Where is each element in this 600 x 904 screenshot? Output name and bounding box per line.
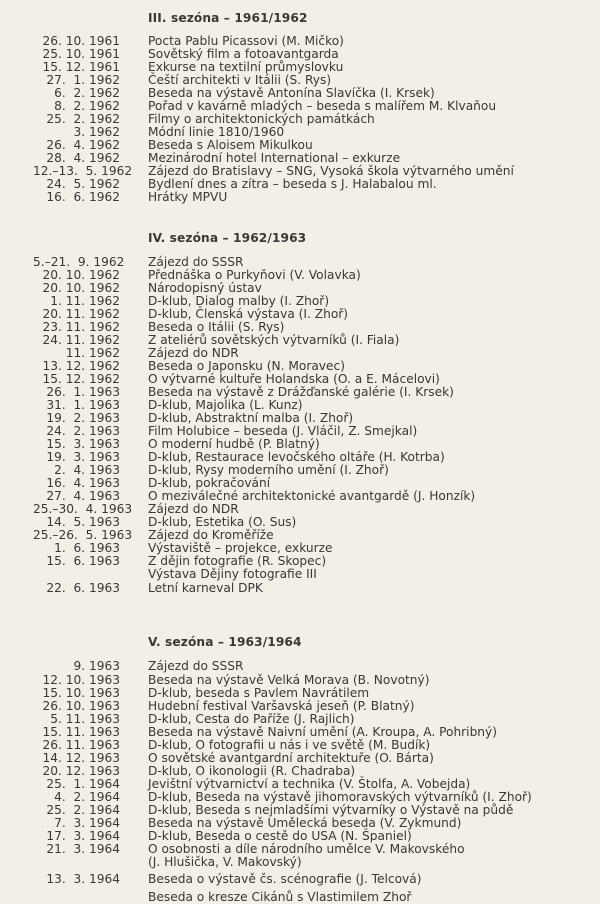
event-title: Zájezd do Bratislavy – SNG, Vysoká škola výtvarného umění: [148, 164, 514, 178]
event-title: Beseda s Aloisem Mikulkou: [148, 138, 313, 152]
event-title: D-klub, Abstraktní malba (I. Zhoř): [148, 411, 354, 425]
event-title: Jevištní výtvarnictví a technika (V. Štolfa, A. Vobejda): [148, 777, 471, 791]
event-title: O moderní hudbě (P. Blatný): [148, 437, 320, 451]
event-date: 15. 12. 1962: [42, 372, 120, 386]
event-title: Pořad v kavárně mladých – beseda s malířem M. Klvaňou: [148, 99, 497, 113]
event-title: Beseda o kresze Cikánů s Vlastimilem Zhoř: [148, 890, 412, 904]
event-date: 24. 5. 1962: [46, 177, 120, 191]
event-title: D-klub, Beseda na výstavě jihomoravských výtvarníků (I. Zhoř): [148, 790, 532, 804]
event-title: Beseda na výstavě Antonína Slavíčka (I. Krsek): [148, 86, 435, 100]
event-date: 9. 1963: [73, 659, 120, 673]
event-date: 14. 12. 1963: [42, 751, 120, 765]
event-date: 25.–26. 5. 1963: [33, 528, 133, 542]
event-title: Hudební festival Varšavská jeseň (P. Blatný): [148, 699, 415, 713]
season-title: IV. sezóna – 1962/1963: [148, 231, 307, 245]
event-date: 22. 6. 1963: [46, 581, 120, 595]
event-date: 25. 10. 1961: [42, 47, 120, 61]
event-date: 6. 2. 1962: [54, 86, 120, 100]
list-item: [0, 582, 600, 595]
event-date: 26. 4. 1962: [46, 138, 120, 152]
event-date: 16. 4. 1963: [46, 476, 120, 490]
event-title: D-klub, Cesta do Paříže (J. Rajlich): [148, 712, 355, 726]
list-item: [0, 660, 600, 673]
event-title: Bydlení dnes a zítra – beseda s J. Halabalou ml.: [148, 177, 437, 191]
event-date: 20. 11. 1962: [42, 307, 120, 321]
event-date: 20. 12. 1963: [42, 764, 120, 778]
event-title: Beseda o Itálii (S. Rys): [148, 320, 285, 334]
event-title: Beseda na výstavě z Drážďanské galérie (I. Krsek): [148, 385, 454, 399]
event-title: Beseda o Japonsku (N. Moravec): [148, 359, 345, 373]
event-date: 15. 6. 1963: [46, 554, 120, 568]
list-item: [0, 856, 600, 869]
event-title: Hrátky MPVU: [148, 190, 228, 204]
event-title: D-klub, pokračování: [148, 476, 271, 490]
event-title: Sovětský film a fotoavantgarda: [148, 47, 339, 61]
event-title: Beseda na výstavě Umělecká beseda (V. Zykmund): [148, 816, 462, 830]
season-title: III. sezóna – 1961/1962: [148, 11, 308, 25]
event-title: D-klub, Dialog malby (I. Zhoř): [148, 294, 330, 308]
event-title: D-klub, Beseda s nejmladšími výtvarníky o Výstavě na půdě: [148, 803, 514, 817]
event-title: Beseda na výstavě Velká Morava (B. Novotný): [148, 673, 430, 687]
event-date: 17. 3. 1964: [46, 829, 120, 843]
event-date: 28. 4. 1962: [46, 151, 120, 165]
event-date: 25.–30. 4. 1963: [33, 502, 133, 516]
event-title: Z ateliérů sovětských výtvarníků (I. Fiala): [148, 333, 400, 347]
event-title: Z dějin fotografie (R. Skopec): [148, 554, 327, 568]
event-date: 13. 12. 1962: [42, 359, 120, 373]
event-title: (J. Hlušička, V. Makovský): [148, 855, 302, 869]
event-title: D-klub, Rysy moderního umění (I. Zhoř): [148, 463, 389, 477]
event-title: D-klub, Estetika (O. Sus): [148, 515, 297, 529]
event-date: 7. 3. 1964: [54, 816, 120, 830]
event-date: 15. 11. 1963: [42, 725, 120, 739]
event-date: 26. 1. 1963: [46, 385, 120, 399]
event-title: Výstava Dějiny fotografie III: [148, 567, 317, 581]
event-title: O meziválečné architektonické avantgardě (J. Honzík): [148, 489, 476, 503]
event-date: 3. 1962: [73, 125, 120, 139]
event-date: 26. 10. 1961: [42, 34, 120, 48]
event-title: Zájezd do SSSR: [148, 255, 244, 269]
event-title: Pocta Pablu Picassovi (M. Mičko): [148, 34, 344, 48]
event-date: 25. 2. 1964: [46, 803, 120, 817]
event-date: 1. 11. 1962: [50, 294, 120, 308]
event-title: Beseda na výstavě Naivní umění (A. Kroupa, A. Pohribný): [148, 725, 497, 739]
event-date: 12. 10. 1963: [42, 673, 120, 687]
event-date: 5. 11. 1963: [50, 712, 120, 726]
event-date: 26. 10. 1963: [42, 699, 120, 713]
event-title: Výstaviště – projekce, exkurze: [148, 541, 333, 555]
event-date: 15. 10. 1963: [42, 686, 120, 700]
event-date: 15. 12. 1961: [42, 60, 120, 74]
event-date: 24. 11. 1962: [42, 333, 120, 347]
event-title: D-klub, O ikonologii (R. Chadraba): [148, 764, 356, 778]
event-date: 2. 4. 1963: [54, 463, 120, 477]
event-date: 14. 5. 1963: [46, 515, 120, 529]
event-title: D-klub, Beseda o cestě do USA (N. Španiel): [148, 829, 412, 843]
event-date: 4. 2. 1964: [54, 790, 120, 804]
event-title: Film Holubice – beseda (J. Vláčil, Z. Smejkal): [148, 424, 418, 438]
event-title: Letní karneval DPK: [148, 581, 263, 595]
event-date: 21. 3. 1964: [46, 842, 120, 856]
event-title: D-klub, Restaurace levočského oltáře (H. Kotrba): [148, 450, 445, 464]
event-date: 19. 2. 1963: [46, 411, 120, 425]
list-item: [0, 873, 600, 886]
event-title: Módní linie 1810/1960: [148, 125, 285, 139]
event-title: Zájezd do SSSR: [148, 659, 244, 673]
event-title: Filmy o architektonických památkách: [148, 112, 375, 126]
event-title: Zájezd do NDR: [148, 346, 239, 360]
event-date: 27. 1. 1962: [46, 73, 120, 87]
event-title: O výtvarné kultuře Holandska (O. a E. Mácelovi): [148, 372, 440, 386]
event-title: O sovětské avantgardní architektuře (O. Bárta): [148, 751, 434, 765]
event-title: Čeští architekti v Itálii (S. Rys): [148, 73, 332, 87]
event-date: 11. 1962: [65, 346, 120, 360]
event-title: Zájezd do Kroměříže: [148, 528, 274, 542]
event-title: D-klub, beseda s Pavlem Navrátilem: [148, 686, 370, 700]
event-date: 25. 2. 1962: [46, 112, 120, 126]
event-date: 20. 10. 1962: [42, 281, 120, 295]
event-title: D-klub, Členská výstava (I. Zhoř): [148, 307, 349, 321]
event-date: 25. 1. 1964: [46, 777, 120, 791]
event-title: Národopisný ústav: [148, 281, 262, 295]
event-title: D-klub, Majolika (L. Kunz): [148, 398, 303, 412]
event-date: 20. 10. 1962: [42, 268, 120, 282]
event-title: O osobnosti a díle národního umělce V. Makovského: [148, 842, 465, 856]
event-date: 12.–13. 5. 1962: [33, 164, 133, 178]
event-date: 27. 4. 1963: [46, 489, 120, 503]
event-date: 5.–21. 9. 1962: [33, 255, 125, 269]
list-item: [0, 568, 600, 581]
event-date: 31. 1. 1963: [46, 398, 120, 412]
event-title: Exkurse na textilní průmyslovku: [148, 60, 344, 74]
event-title: Zájezd do NDR: [148, 502, 239, 516]
event-date: 8. 2. 1962: [54, 99, 120, 113]
event-date: 23. 11. 1962: [42, 320, 120, 334]
event-date: 16. 6. 1962: [46, 190, 120, 204]
event-title: Beseda o výstavě čs. scénografie (J. Telcová): [148, 872, 422, 886]
event-date: 13. 3. 1964: [46, 872, 120, 886]
event-title: D-klub, O fotografii u nás i ve světě (M. Budík): [148, 738, 431, 752]
season-title: V. sezóna – 1963/1964: [148, 635, 302, 649]
event-title: Přednáška o Purkyňovi (V. Volavka): [148, 268, 361, 282]
event-date: 24. 2. 1963: [46, 424, 120, 438]
event-date: 26. 11. 1963: [42, 738, 120, 752]
event-date: 1. 6. 1963: [54, 541, 120, 555]
event-date: 15. 3. 1963: [46, 437, 120, 451]
list-item: [0, 891, 600, 904]
event-date: 19. 3. 1963: [46, 450, 120, 464]
list-item: [0, 191, 600, 204]
event-title: Mezinárodní hotel International – exkurze: [148, 151, 401, 165]
